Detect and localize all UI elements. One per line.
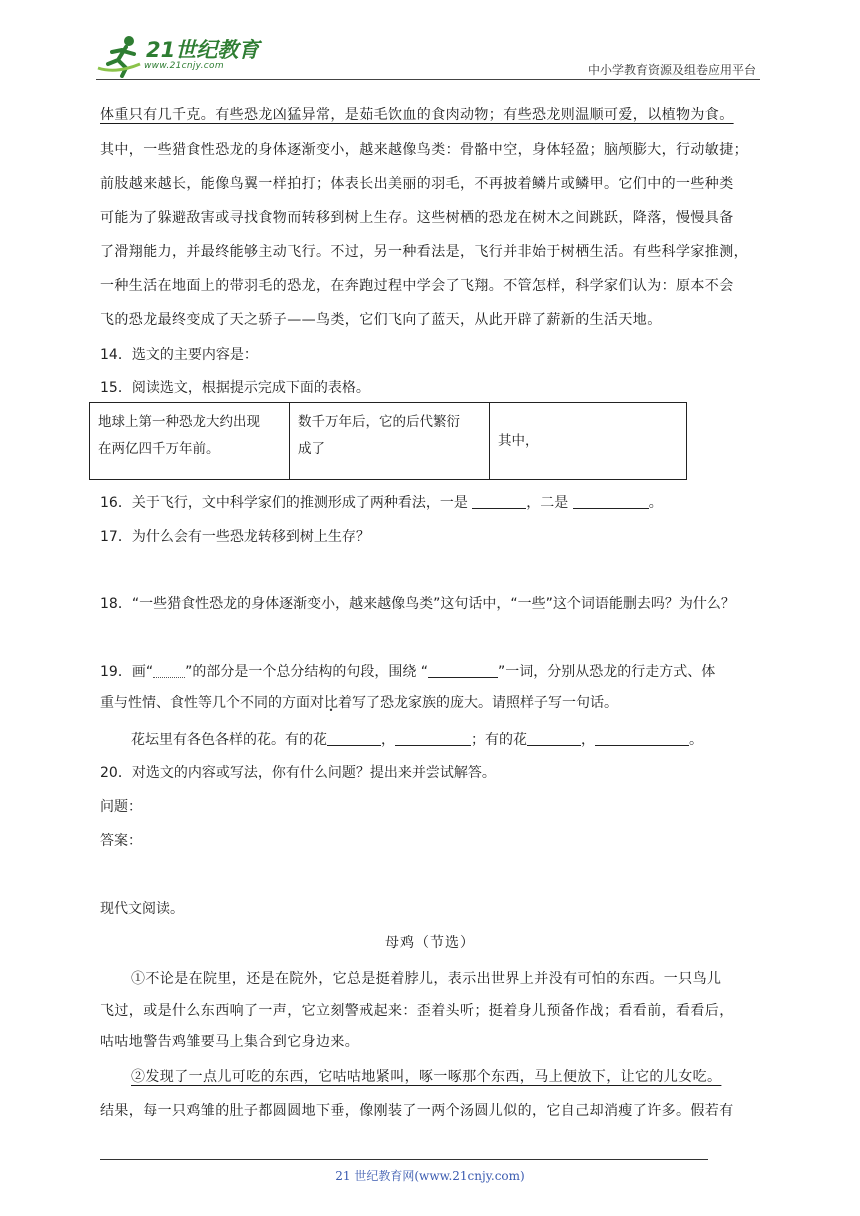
- answer-blank[interactable]: [472, 494, 526, 509]
- logo-url: www.21cnjy.com: [144, 61, 224, 71]
- table-cell: 数千万年后，它的后代繁衍 成了: [290, 403, 490, 479]
- paragraph-line: 飞过，或是什么东西响了一声，它立刻警戒起来：歪着头听；挺着身儿预备作战；看看前，看看后，: [100, 1003, 734, 1019]
- table-cell: 地球上第一种恐龙大约出现 在两亿四千万年前。: [90, 403, 290, 479]
- question-19: 19．画“ ”的部分是一个总分结构的句段，围绕 “ ”一词，分别从恐龙的行走方式、体: [100, 664, 716, 680]
- passage-line: 其中，一些猎食性恐龙的身体逐渐变小，越来越像鸟类：骨骼中空，身体轻盈；脑颅膨大，行动敏捷；: [100, 142, 748, 158]
- answer-table: [89, 402, 687, 480]
- footer-divider: [100, 1159, 708, 1160]
- section-heading: 现代文阅读。: [100, 901, 184, 917]
- dotted-line-marker: [153, 663, 185, 678]
- answer-blank[interactable]: [428, 663, 498, 678]
- site-logo: [96, 34, 266, 80]
- question-18: 18．“一些猎食性恐龙的身体逐渐变小，越来越像鸟类”这句话中，“一些”这个词语能删去吗？为什么？: [100, 596, 735, 612]
- question-15: 15．阅读选文，根据提示完成下面的表格。: [100, 380, 370, 396]
- runner-logo-icon: [96, 34, 146, 78]
- footer-text: 21 世纪教育网(www.21cnjy.com): [335, 1169, 525, 1183]
- emphasis-dotted-text: 对比着: [310, 695, 352, 711]
- passage-line: 一种生活在地面上的带羽毛的恐龙，在奔跑过程中学会了飞翔。不管怎样，科学家们认为：原本不会: [100, 278, 734, 294]
- answer-label: 答案：: [100, 833, 142, 849]
- question-16: 16．关于飞行，文中科学家们的推测形成了两种看法，一是 ，二是 。: [100, 495, 663, 511]
- question-label: 问题：: [100, 799, 142, 815]
- platform-name: 中小学教育资源及组卷应用平台: [587, 63, 756, 77]
- answer-blank[interactable]: [395, 731, 471, 746]
- question-20: 20．对选文的内容或写法，你有什么问题？提出来并尝试解答。: [100, 765, 496, 781]
- answer-blank[interactable]: [573, 494, 649, 509]
- question-17: 17．为什么会有一些恐龙转移到树上生存？: [100, 529, 370, 545]
- answer-blank[interactable]: [527, 731, 581, 746]
- passage-title: 母鸡（节选）: [385, 935, 475, 951]
- passage-line: 体重只有几千克。有些恐龙凶猛异常，是茹毛饮血的食肉动物；有些恐龙则温顺可爱，以植物为食。: [100, 107, 734, 123]
- header-divider: [96, 79, 760, 80]
- passage-line: 前肢越来越长，能像鸟翼一样拍打；体表长出美丽的羽毛，不再披着鳞片或鳞甲。它们中的一些种类: [100, 176, 734, 192]
- passage-line: 可能为了躲避敌害或寻找食物而转移到树上生存。这些树栖的恐龙在树木之间跳跃，降落，慢慢具备: [100, 210, 734, 226]
- example-sentence: 花坛里有各色各样的花。有的花 ， ；有的花 ， 。: [131, 732, 703, 748]
- paragraph-line: 咕咕地警告鸡雏要马上集合到它身边来。: [100, 1034, 360, 1050]
- logo-text: 21世纪教育: [146, 38, 260, 62]
- paragraph-line: ②发现了一点儿可吃的东西，它咕咕地紧叫，啄一啄那个东西，马上便放下，让它的儿女吃。: [131, 1069, 722, 1085]
- answer-blank[interactable]: [595, 731, 689, 746]
- answer-blank[interactable]: [327, 731, 381, 746]
- passage-line: 飞的恐龙最终变成了天之骄子——鸟类，它们飞向了蓝天，从此开辟了薪新的生活天地。: [100, 312, 662, 328]
- question-19-line2: 重与性情、食性等几个不同的方面对比着写了恐龙家族的庞大。请照样子写一句话。: [100, 692, 618, 712]
- paragraph-line: 结果，每一只鸡雏的肚子都圆圆地下垂，像刚装了一两个汤圆儿似的，它自己却消瘦了许多。假若有: [100, 1103, 734, 1119]
- passage-line: 了滑翔能力，并最终能够主动飞行。不过，另一种看法是，飞行并非始于树栖生活。有些科学家推测，: [100, 244, 748, 260]
- paragraph-line: ①不论是在院里，还是在院外，它总是挺着脖儿，表示出世界上并没有可怕的东西。一只鸟儿: [131, 971, 722, 987]
- question-14: 14．选文的主要内容是：: [100, 347, 258, 363]
- table-cell: 其中，: [498, 432, 539, 449]
